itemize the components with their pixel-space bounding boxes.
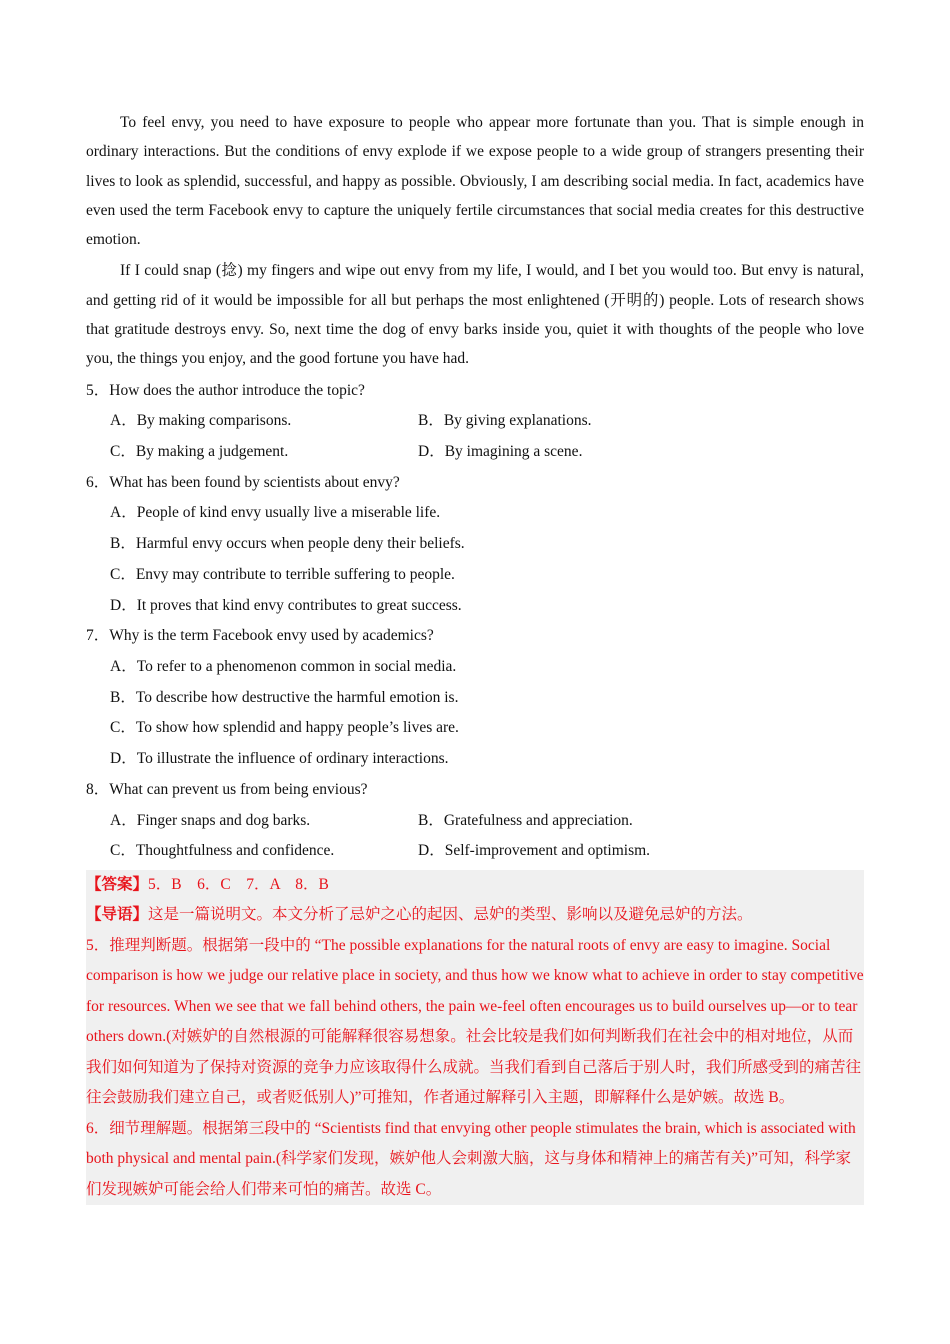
answer-explanation-box — [86, 870, 864, 1206]
option-group — [110, 806, 864, 867]
question-stem: 5．How does the author introduce the topic? — [86, 381, 365, 399]
option-group — [110, 498, 864, 621]
option-b: B．Gratefulness and appreciation. — [418, 811, 633, 829]
explanation-q6: 6．细节理解题。根据第三段中的 “Scientists find that envying other people stimulates the brain, which is associated with both physical and mental pain.(科学家们发现，嫉妒他人会刺激大脑，这与身体和精神上的痛苦有关)”可知，科学家们发现嫉妒可能会给人们带来可怕的痛苦。故选 C。 — [86, 1119, 856, 1198]
question-stem: 6．What has been found by scientists about envy? — [86, 473, 400, 491]
passage-paragraph: If I could snap (捻) my fingers and wipe out envy from my life, I would, and I bet you would too. But envy is natural, and getting rid of it would be impossible for all but perhaps the most enlightened (开明的) people. Lots of research shows that gratitude destroys envy. So, next time the dog of envy barks inside you, quiet it with thoughts of the people who love you, the things you enjoy, and the good fortune you have had. — [86, 262, 864, 368]
option-a: A．Finger snaps and dog barks. — [110, 811, 311, 829]
intro-line — [86, 900, 864, 931]
option-group — [110, 406, 864, 467]
option-group — [110, 652, 864, 775]
question-stem: 8．What can prevent us from being envious? — [86, 780, 368, 798]
answer-key — [86, 870, 864, 901]
explanation-q5: 5．推理判断题。根据第一段中的 “The possible explanations for the natural roots of envy are easy to imagine. Social comparison is how we judge our relative place in society, and thus how we know what to achieve in order to stay competitive for resources. When we see that we fall behind others, the pain we-feel often encourages us to build ourselves up—or to tear others down.(对嫉妒的自然根源的可能解释很容易想象。社会比较是我们如何判断我们在社会中的相对地位，从而我们如何知道为了保持对资源的竞争力应该取得什么成就。当我们看到自己落后于别人时，我们所感受到的痛苦往往会鼓励我们建立自己，或者贬低别人)”可推知，作者通过解释引入主题，即解释什么是妒嫉。故选 B。 — [86, 936, 864, 1107]
option-b: B．Harmful envy occurs when people deny their beliefs. — [110, 535, 465, 553]
option-c: C．Envy may contribute to terrible suffering to people. — [110, 565, 455, 583]
option-d: D．To illustrate the influence of ordinary interactions. — [110, 750, 449, 768]
option-a: A．By making comparisons. — [110, 412, 292, 430]
option-d: D．Self-improvement and optimism. — [418, 842, 651, 860]
option-b: B．By giving explanations. — [418, 412, 592, 430]
option-c: C．Thoughtfulness and confidence. — [110, 842, 335, 860]
question-8 — [86, 775, 864, 867]
question-6 — [86, 468, 864, 622]
answer-tag: 【答案】 — [86, 875, 149, 893]
option-b: B．To describe how destructive the harmful emotion is. — [110, 688, 459, 706]
option-c: C．To show how splendid and happy people’s lives are. — [110, 719, 459, 737]
passage-paragraph: To feel envy, you need to have exposure to people who appear more fortunate than you. That is simple enough in ordinary interactions. But the conditions of envy explode if we expose people to a wide group of strangers presenting their lives to look as splendid, successful, and happy as possible. Obviously, I am describing social media. In fact, academics have even used the term Facebook envy to capture the uniquely fertile circumstances that social media creates for this destructive emotion. — [86, 114, 864, 249]
intro-tag: 【导语】 — [86, 906, 149, 924]
question-stem: 7．Why is the term Facebook envy used by academics? — [86, 627, 434, 645]
question-5 — [86, 376, 864, 468]
intro-text: 这是一篇说明文。本文分析了忌妒之心的起因、忌妒的类型、影响以及避免忌妒的方法。 — [148, 906, 753, 924]
option-a: A．People of kind envy usually live a miserable life. — [110, 504, 441, 522]
document-content — [86, 108, 864, 1205]
question-7 — [86, 621, 864, 775]
option-d: D．By imagining a scene. — [418, 443, 583, 461]
option-a: A．To refer to a phenomenon common in social media. — [110, 658, 457, 675]
option-d: D．It proves that kind envy contributes to great success. — [110, 596, 462, 614]
option-c: C．By making a judgement. — [110, 443, 289, 461]
answer-text: 5．B 6．C 7．A 8．B — [148, 875, 329, 893]
